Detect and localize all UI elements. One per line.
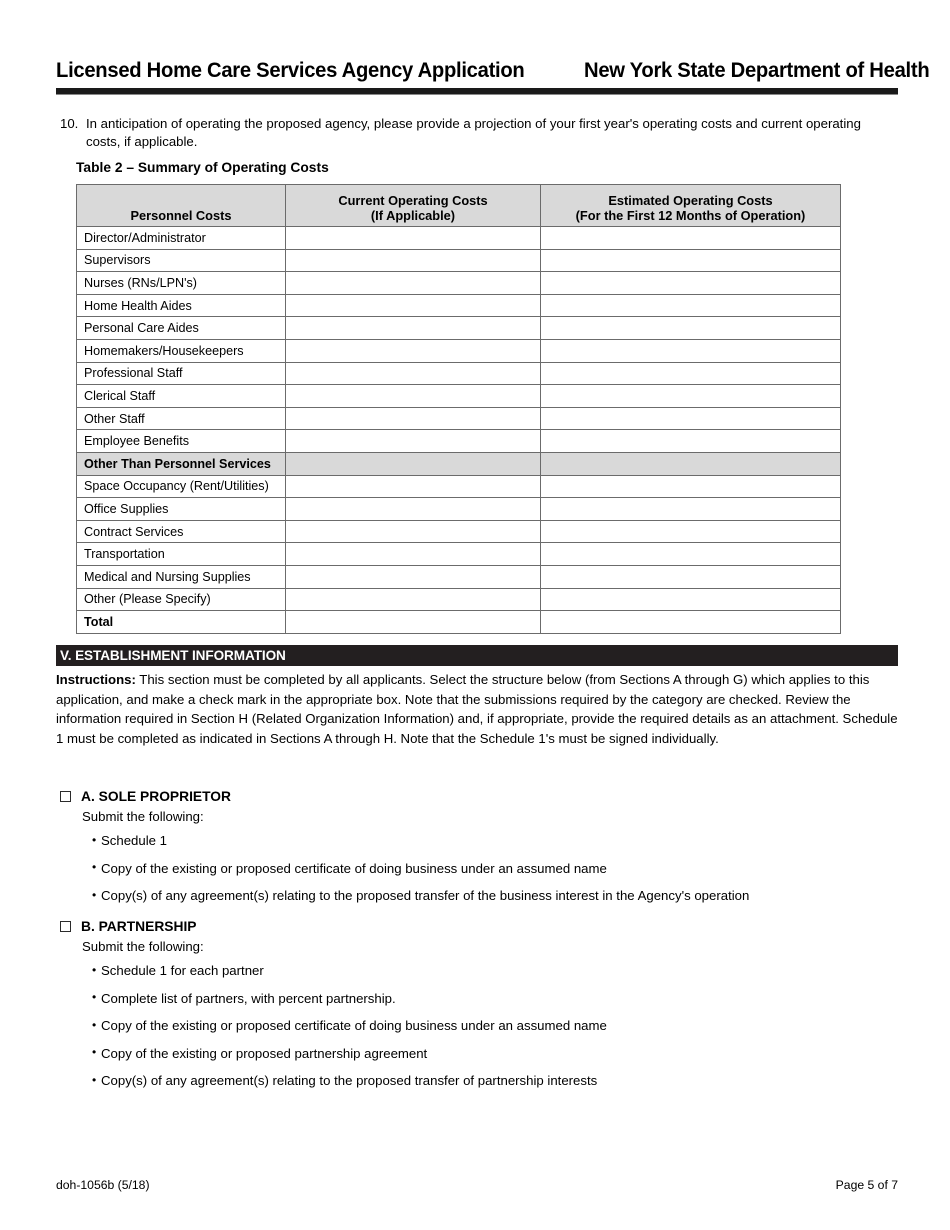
structure-a-title: A. SOLE PROPRIETOR <box>81 789 232 804</box>
cost-category-label: Other (Please Specify) <box>77 588 286 611</box>
current-cost-cell[interactable] <box>286 249 541 272</box>
current-cost-cell[interactable] <box>286 385 541 408</box>
estimated-cost-cell[interactable] <box>541 339 841 362</box>
question-number: 10. <box>60 116 79 131</box>
column-header-current-operating-costs <box>286 185 541 227</box>
structure-a-heading <box>60 789 900 804</box>
estimated-cost-cell[interactable] <box>541 588 841 611</box>
section-v-instructions <box>56 670 900 748</box>
estimated-cost-cell[interactable] <box>541 565 841 588</box>
cost-category-label: Medical and Nursing Supplies <box>77 565 286 588</box>
table-row <box>77 520 841 543</box>
estimated-costs-line2: (For the First 12 Months of Operation) <box>575 208 806 223</box>
list-item: • Schedule 1 for each partner <box>92 962 900 979</box>
question-text: In anticipation of operating the proposed agency, please provide a projection of your first year's operating costs and current operating costs, if applicable. <box>86 116 861 149</box>
table-header-row <box>77 185 841 227</box>
current-cost-cell[interactable] <box>286 452 541 475</box>
list-item: • Copy of the existing or proposed certificate of doing business under an assumed name <box>92 860 900 877</box>
estimated-cost-cell[interactable] <box>541 611 841 634</box>
list-item: • Copy of the existing or proposed partnership agreement <box>92 1045 900 1062</box>
section-v-header: V. ESTABLISHMENT INFORMATION <box>56 645 898 666</box>
current-cost-cell[interactable] <box>286 227 541 250</box>
structure-block-b <box>60 919 900 1100</box>
structure-a-submit-label: Submit the following: <box>82 809 204 824</box>
estimated-cost-cell[interactable] <box>541 520 841 543</box>
current-costs-line1: Current Operating Costs <box>338 193 488 208</box>
current-cost-cell[interactable] <box>286 317 541 340</box>
estimated-cost-cell[interactable] <box>541 385 841 408</box>
table-row <box>77 543 841 566</box>
current-cost-cell[interactable] <box>286 543 541 566</box>
table-row <box>77 227 841 250</box>
page-title: Licensed Home Care Services Agency Application <box>56 58 525 82</box>
current-cost-cell[interactable] <box>286 430 541 453</box>
table-header <box>77 185 841 227</box>
current-cost-cell[interactable] <box>286 588 541 611</box>
list-item: • Copy(s) of any agreement(s) relating to the proposed transfer of partnership interests <box>92 1072 900 1089</box>
structure-b-item-list <box>60 962 900 1089</box>
estimated-cost-cell[interactable] <box>541 249 841 272</box>
column-header-estimated-operating-costs <box>541 185 841 227</box>
cost-category-label: Director/Administrator <box>77 227 286 250</box>
current-cost-cell[interactable] <box>286 294 541 317</box>
table-row <box>77 407 841 430</box>
estimated-cost-cell[interactable] <box>541 452 841 475</box>
table-row <box>77 588 841 611</box>
estimated-cost-cell[interactable] <box>541 362 841 385</box>
estimated-cost-cell[interactable] <box>541 227 841 250</box>
structure-b-submit-label: Submit the following: <box>82 939 204 954</box>
cost-category-label: Employee Benefits <box>77 430 286 453</box>
table-subheader-row <box>77 452 841 475</box>
checkbox-partnership[interactable] <box>60 921 71 932</box>
cost-category-label: Contract Services <box>77 520 286 543</box>
structure-b-title: B. PARTNERSHIP <box>81 919 197 934</box>
cost-category-label: Supervisors <box>77 249 286 272</box>
cost-category-label: Professional Staff <box>77 362 286 385</box>
structure-a-item-list <box>60 832 900 904</box>
current-cost-cell[interactable] <box>286 498 541 521</box>
cost-category-label: Other Staff <box>77 407 286 430</box>
cost-category-label: Personal Care Aides <box>77 317 286 340</box>
cost-category-label: Homemakers/Housekeepers <box>77 339 286 362</box>
cost-category-label: Home Health Aides <box>77 294 286 317</box>
footer-form-number: doh-1056b (5/18) <box>56 1178 150 1192</box>
structure-b-heading <box>60 919 900 934</box>
cost-category-label: Clerical Staff <box>77 385 286 408</box>
agency-name: New York State Department of Health <box>584 58 930 82</box>
table-caption: Table 2 – Summary of Operating Costs <box>76 160 329 175</box>
estimated-cost-cell[interactable] <box>541 543 841 566</box>
list-item: • Schedule 1 <box>92 832 900 849</box>
document-header <box>56 58 930 83</box>
instructions-label: Instructions: <box>56 672 136 687</box>
estimated-cost-cell[interactable] <box>541 317 841 340</box>
table-row <box>77 317 841 340</box>
estimated-costs-line1: Estimated Operating Costs <box>608 193 773 208</box>
table-row <box>77 294 841 317</box>
estimated-cost-cell[interactable] <box>541 430 841 453</box>
table-body <box>77 227 841 634</box>
estimated-cost-cell[interactable] <box>541 294 841 317</box>
list-item: • Copy of the existing or proposed certificate of doing business under an assumed name <box>92 1017 900 1034</box>
estimated-cost-cell[interactable] <box>541 407 841 430</box>
header-divider <box>56 88 898 95</box>
current-cost-cell[interactable] <box>286 339 541 362</box>
list-item: • Complete list of partners, with percent partnership. <box>92 990 900 1007</box>
cost-category-label: Office Supplies <box>77 498 286 521</box>
cost-category-label: Other Than Personnel Services <box>77 452 286 475</box>
table-row <box>77 249 841 272</box>
instructions-body: This section must be completed by all applicants. Select the structure below (from Sections A through G) which applies to this application, and make a check mark in the appropriate box. Note that the submissions required by the category are checked. Review the information required in Section H (Related Organization Information) and, if appropriate, provide the required details as an attachment. Schedule 1 must be completed as indicated in Sections A through H. Note that the Schedule 1's must be signed individually. <box>56 672 898 746</box>
cost-category-label: Transportation <box>77 543 286 566</box>
table-row <box>77 362 841 385</box>
estimated-cost-cell[interactable] <box>541 475 841 498</box>
current-cost-cell[interactable] <box>286 362 541 385</box>
structure-block-a <box>60 789 900 915</box>
footer-page-number: Page 5 of 7 <box>835 1178 898 1192</box>
checkbox-sole-proprietor[interactable] <box>60 791 71 802</box>
table-row <box>77 385 841 408</box>
estimated-cost-cell[interactable] <box>541 272 841 295</box>
operating-costs-table <box>76 184 841 634</box>
cost-category-label: Nurses (RNs/LPN's) <box>77 272 286 295</box>
estimated-cost-cell[interactable] <box>541 498 841 521</box>
current-cost-cell[interactable] <box>286 565 541 588</box>
table-row <box>77 565 841 588</box>
table-row <box>77 498 841 521</box>
question-10 <box>60 115 890 150</box>
current-cost-cell[interactable] <box>286 272 541 295</box>
current-cost-cell[interactable] <box>286 611 541 634</box>
table-row <box>77 339 841 362</box>
current-costs-line2: (If Applicable) <box>370 208 456 223</box>
current-cost-cell[interactable] <box>286 475 541 498</box>
table-row <box>77 430 841 453</box>
table-total-row <box>77 611 841 634</box>
column-header-personnel-costs: Personnel Costs <box>77 185 286 227</box>
table-row <box>77 475 841 498</box>
list-item: • Copy(s) of any agreement(s) relating to the proposed transfer of the business interest in the Agency's operation <box>92 887 900 904</box>
cost-category-label: Total <box>77 611 286 634</box>
current-cost-cell[interactable] <box>286 407 541 430</box>
table-row <box>77 272 841 295</box>
current-cost-cell[interactable] <box>286 520 541 543</box>
cost-category-label: Space Occupancy (Rent/Utilities) <box>77 475 286 498</box>
